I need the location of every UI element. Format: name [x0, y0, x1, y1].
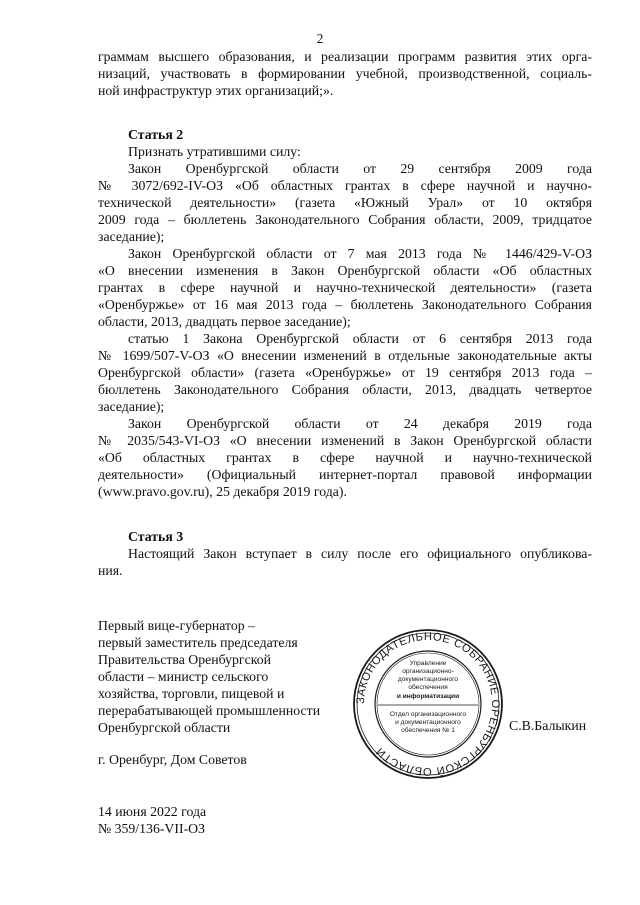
page-number: 2 — [316, 31, 324, 46]
text-line: 2009 года – бюллетень Законодательного Собрания области, 2009, тридцатое — [98, 212, 592, 227]
seal-outer-text: ЗАКОНОДАТЕЛЬНОЕ СОБРАНИЕ ОРЕНБУРГСКОЙ ОБЛАСТИ — [354, 630, 502, 778]
article-2 — [98, 126, 592, 500]
signatory-position — [98, 617, 320, 736]
signing-place: г. Оренбург, Дом Советов — [98, 752, 247, 767]
text-line: области, 2013, двадцать первое заседание); — [98, 314, 351, 329]
text-line: «Оренбуржье» от 16 мая 2013 года – бюллетень Законодательного Собрания — [98, 297, 592, 312]
text-line: технической деятельности» (газета «Южный Урал» от 10 октября — [98, 195, 592, 210]
official-seal-stamp — [352, 628, 504, 780]
text-line: первый заместитель председателя — [98, 635, 298, 650]
text-line: ния. — [98, 563, 123, 578]
text-line: бюллетень Законодательного Собрания области, 2013, двадцать четвертое — [98, 382, 592, 397]
text-line: № 3072/692-IV-ОЗ «Об областных грантах в сфере научной и научно- — [98, 178, 592, 193]
text-line: статью 1 Закона Оренбургской области от 6 сентября 2013 года — [128, 331, 592, 346]
text-line: Оренбургской области — [98, 720, 231, 735]
article-heading: Статья 2 — [128, 127, 184, 142]
intro-paragraph — [98, 48, 592, 99]
seal-inner-text: и информатизации — [396, 693, 460, 700]
text-line: Настоящий Закон вступает в силу после его официального опубликова- — [128, 546, 592, 561]
text-line: Первый вице-губернатор – — [98, 618, 255, 633]
text-line: деятельности» (Официальный интернет-портал правовой информации — [98, 467, 592, 482]
seal-inner-text: Отдел организационного — [389, 711, 467, 718]
signatory-name: С.В.Балыкин — [509, 718, 587, 733]
text-line: Признать утратившими силу: — [128, 144, 301, 159]
text-line: Закон Оренбургской области от 24 декабря 2019 года — [128, 416, 592, 431]
seal-inner-text: и документационного — [395, 719, 461, 726]
signing-date: 14 июня 2022 года — [98, 804, 207, 819]
seal-inner-text: обеспечения — [408, 684, 448, 691]
text-line: грантах в сфере научной и научно-технической деятельности» (газета — [98, 280, 592, 295]
text-line: хозяйства, торговли, пищевой и — [98, 686, 285, 701]
text-line: № 1699/507-V-ОЗ «О внесении изменений в отдельные законодательные акты — [98, 348, 592, 363]
text-line: Оренбургской области» (газета «Оренбуржье» от 19 сентября 2013 года – — [98, 365, 592, 380]
text-line: граммам высшего образования, и реализации программ развития этих орга- — [98, 49, 592, 64]
text-line: Закон Оренбургской области от 7 мая 2013 года № 1446/429-V-ОЗ — [128, 246, 592, 261]
seal-inner-text: организационно- — [402, 668, 454, 675]
text-line: перерабатывающей промышленности — [98, 703, 321, 718]
text-line: (www.pravo.gov.ru), 25 декабря 2019 года). — [98, 484, 347, 499]
text-line: низаций, участвовать в формировании учебной, производственной, социаль- — [98, 66, 592, 81]
text-line: Правительства Оренбургской — [98, 652, 271, 667]
text-line: ной инфраструктур этих организаций;». — [98, 83, 334, 98]
text-line: № 2035/543-VI-ОЗ «О внесении изменений в Закон Оренбургской области — [98, 433, 592, 448]
text-line: заседание); — [98, 399, 165, 414]
article-heading: Статья 3 — [128, 529, 184, 544]
seal-inner-text: обеспечения № 1 — [401, 727, 455, 734]
text-line: заседание); — [98, 229, 165, 244]
text-line: «О внесении изменения в Закон Оренбургской области «Об областных — [98, 263, 592, 278]
text-line: Закон Оренбургской области от 29 сентября 2009 года — [128, 161, 592, 176]
text-line: «Об областных грантах в сфере научной и научно-технической — [98, 450, 592, 465]
article-3 — [98, 528, 592, 579]
text-line: области – министр сельского — [98, 669, 269, 684]
law-number: № 359/136-VII-ОЗ — [98, 821, 206, 836]
seal-inner-text: Управление — [409, 660, 447, 667]
date-block — [98, 803, 206, 837]
seal-inner-text: документационного — [397, 676, 459, 683]
